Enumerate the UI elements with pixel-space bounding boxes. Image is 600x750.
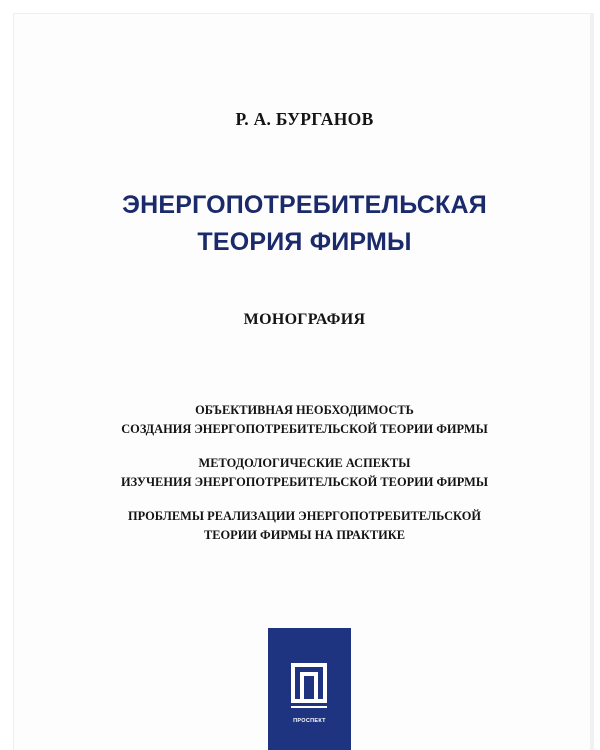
topic-line: ТЕОРИИ ФИРМЫ НА ПРАКТИКЕ xyxy=(203,527,406,542)
topic-item xyxy=(14,401,595,438)
topic-line: ИЗУЧЕНИЯ ЭНЕРГОПОТРЕБИТЕЛЬСКОЙ ТЕОРИИ ФИРМЫ xyxy=(121,474,488,489)
publisher-block xyxy=(268,628,351,750)
topics-list xyxy=(14,401,595,560)
topic-item xyxy=(14,454,595,491)
book-title xyxy=(14,187,595,261)
author-name: Р. А. БУРГАНОВ xyxy=(235,109,374,129)
topic-item xyxy=(14,507,595,544)
publisher-name: ПРОСПЕКТ xyxy=(293,718,326,724)
topic-line: МЕТОДОЛОГИЧЕСКИЕ АСПЕКТЫ xyxy=(198,456,411,470)
prospekt-logo-icon xyxy=(291,663,327,713)
topic-line: ПРОБЛЕМЫ РЕАЛИЗАЦИИ ЭНЕРГОПОТРЕБИТЕЛЬСКОЙ xyxy=(128,509,481,523)
book-title-line: ЭНЕРГОПОТРЕБИТЕЛЬСКАЯ xyxy=(122,191,487,219)
book-cover xyxy=(13,13,594,750)
topic-line: ОБЪЕКТИВНАЯ НЕОБХОДИМОСТЬ xyxy=(195,403,414,417)
book-title-line: ТЕОРИЯ ФИРМЫ xyxy=(197,228,412,256)
topic-line: СОЗДАНИЯ ЭНЕРГОПОТРЕБИТЕЛЬСКОЙ ТЕОРИИ ФИРМЫ xyxy=(121,421,488,436)
book-subtitle: МОНОГРАФИЯ xyxy=(243,311,366,328)
